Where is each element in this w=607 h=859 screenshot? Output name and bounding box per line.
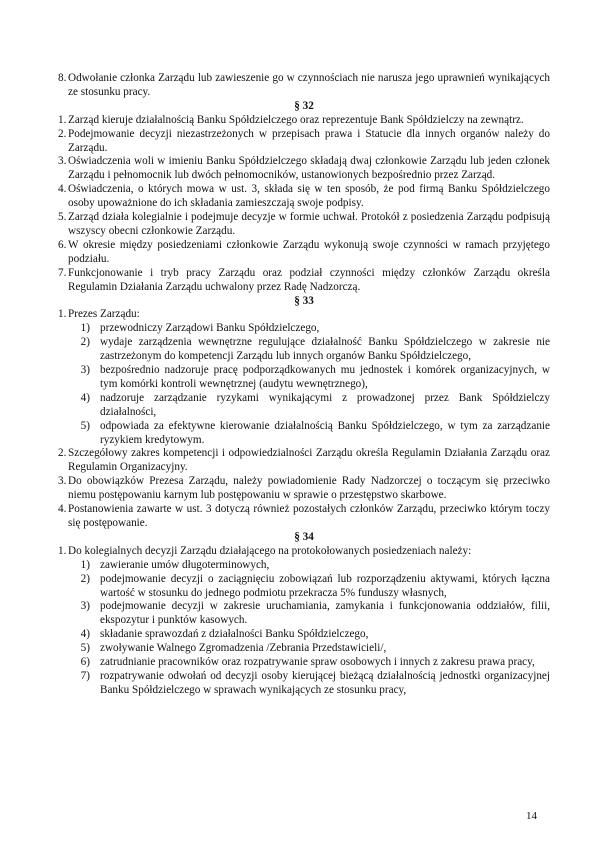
paragraph-number: 1. bbox=[58, 544, 67, 557]
sub-item-text: zatrudnianie pracowników oraz rozpatrywanie spraw osobowych i innych z zakresu prawa pracy, bbox=[100, 656, 535, 669]
paragraph-number: 2. bbox=[58, 127, 67, 140]
paragraph-number: 8. bbox=[58, 72, 67, 84]
numbered-paragraph bbox=[58, 155, 550, 183]
section-heading: § 34 bbox=[294, 530, 314, 543]
sub-item bbox=[68, 600, 550, 628]
paragraph-text: Odwołanie członka Zarządu lub zawieszenie go w czynnościach nie narusza jego uprawnień wynikających ze stosunku pracy. bbox=[68, 72, 550, 98]
sub-item-text: zwoływanie Walnego Zgromadzenia /Zebrania Przedstawicieli/, bbox=[100, 642, 387, 655]
paragraph-text: W okresie między posiedzeniami członkowie Zarządu wykonują swoje czynności w ramach przyjętego podziału. bbox=[68, 238, 550, 265]
paragraph-number: 6. bbox=[58, 238, 67, 251]
sub-item-number: 1) bbox=[80, 558, 90, 571]
paragraph-text: Postanowienia zawarte w ust. 3 dotyczą również pozostałych członków Zarządu, przeciwko którym toczy się postępowanie. bbox=[68, 503, 550, 529]
numbered-paragraph bbox=[58, 447, 550, 475]
sub-item-number: 3) bbox=[80, 364, 90, 377]
sub-item bbox=[68, 559, 550, 573]
numbered-paragraph bbox=[58, 128, 550, 156]
paragraph-text: Prezes Zarządu: bbox=[68, 308, 140, 321]
numbered-paragraph bbox=[58, 72, 550, 100]
numbered-paragraph bbox=[58, 114, 550, 128]
numbered-paragraph bbox=[58, 503, 550, 531]
numbered-paragraph bbox=[58, 475, 550, 503]
sub-item-text: zawieranie umów długoterminowych, bbox=[100, 558, 270, 571]
numbered-paragraph bbox=[58, 308, 550, 322]
sub-item-text: bezpośrednio nadzoruje pracę podporządkowanych mu jednostek i komórek organizacyjnych, w tym komórki kontroli wewnętrznej (audytu wewnętrznego), bbox=[100, 364, 550, 390]
sub-item-number: 4) bbox=[80, 628, 90, 641]
sub-item-text: podejmowanie decyzji w zakresie uruchamiania, zamykania i funkcjonowania oddziałów, filii, ekspozytur i punktów kasowych. bbox=[100, 600, 550, 627]
section-heading: § 33 bbox=[294, 294, 314, 307]
paragraph-number: 5. bbox=[58, 211, 67, 224]
sub-item-number: 2) bbox=[80, 572, 90, 585]
paragraph-text: Oświadczenia woli w imieniu Banku Spółdzielczego składają dwaj członkowie Zarządu lub jeden członek Zarządu i pełnomocnik lub dwóch pełnomocników, ustanowionych bezpośrednio przez Zarząd. bbox=[68, 155, 550, 182]
paragraph-text: Szczegółowy zakres kompetencji i odpowiedzialności Zarządu określa Regulamin Działania Zarządu oraz Regulamin Organizacyjny. bbox=[68, 447, 550, 474]
sub-item bbox=[68, 573, 550, 601]
sub-item-number: 2) bbox=[80, 336, 90, 349]
numbered-paragraph bbox=[58, 239, 550, 267]
sub-item-text: przewodniczy Zarządowi Banku Spółdzielczego, bbox=[100, 322, 320, 335]
sub-item-number: 4) bbox=[80, 391, 90, 404]
paragraph-text: Zarząd działa kolegialnie i podejmuje decyzje w formie uchwał. Protokół z posiedzenia Zarządu podpisują wszyscy obecni członkowie Zarządu. bbox=[68, 211, 550, 237]
paragraph-number: 1. bbox=[58, 113, 67, 126]
sub-item bbox=[68, 628, 550, 642]
sub-item-list bbox=[58, 322, 550, 447]
sub-item-text: wydaje zarządzenia wewnętrzne regulujące działalność Banku Spółdzielczego w zakresie nie zastrzeżonym do kompetencji Zarządu lub innych organów Banku Spółdzielczego, bbox=[100, 336, 550, 363]
sub-item bbox=[68, 364, 550, 392]
paragraph-text: Zarząd kieruje działalnością Banku Spółdzielczego oraz reprezentuje Bank Spółdzielczy na zewnątrz. bbox=[68, 113, 524, 126]
sub-item-list bbox=[58, 559, 550, 698]
paragraph-text: Do obowiązków Prezesa Zarządu, należy powiadomienie Rady Nadzorczej o toczącym się przeciwko niemu postępowaniu karnym lub postępowaniu w sprawie o przestępstwo skarbowe. bbox=[68, 475, 550, 502]
sub-item-text: nadzoruje zarządzanie ryzykami wynikającymi z prowadzonej przez Bank Spółdzielczy działalności, bbox=[100, 391, 550, 418]
sub-item-number: 5) bbox=[80, 642, 90, 655]
sub-item-number: 3) bbox=[80, 600, 90, 613]
paragraph-text: Do kolegialnych decyzji Zarządu działającego na protokołowanych posiedzeniach należy: bbox=[68, 544, 472, 557]
paragraph-number: 2. bbox=[58, 447, 67, 460]
paragraph-number: 4. bbox=[58, 183, 67, 196]
paragraph-number: 1. bbox=[58, 308, 67, 321]
sub-item bbox=[68, 336, 550, 364]
page-number: 14 bbox=[526, 810, 537, 822]
paragraph-number: 3. bbox=[58, 475, 67, 488]
sub-item-number: 5) bbox=[80, 419, 90, 432]
numbered-paragraph bbox=[58, 183, 550, 211]
sub-item bbox=[68, 392, 550, 420]
sub-item-number: 6) bbox=[80, 656, 90, 669]
sub-item-number: 1) bbox=[80, 322, 90, 335]
sub-item-text: składanie sprawozdań z działalności Banku Spółdzielczego, bbox=[100, 628, 369, 641]
paragraph-text: Podejmowanie decyzji niezastrzeżonych w przepisach prawa i Statucie dla innych organów należy do Zarządu. bbox=[68, 127, 550, 154]
paragraph-number: 4. bbox=[58, 503, 67, 516]
sub-item-text: podejmowanie decyzji o zaciągnięciu zobowiązań lub rozporządzeniu aktywami, których łączna wartość w stosunku do jednego podmiotu przekracza 5% funduszy własnych, bbox=[100, 572, 550, 599]
paragraph-text: Funkcjonowanie i tryb pracy Zarządu oraz podział czynności między członków Zarządu określa Regulamin Działania Zarządu uchwalony przez Radę Nadzorczą. bbox=[68, 266, 550, 293]
numbered-paragraph bbox=[58, 545, 550, 559]
section-heading: § 32 bbox=[294, 99, 314, 112]
paragraph-number: 7. bbox=[58, 266, 67, 279]
sub-item-text: rozpatrywanie odwołań od decyzji osoby kierującej bieżącą działalnością jednostki organizacyjnej Banku Spółdzielczego w sprawach wynikających ze stosunku pracy, bbox=[100, 669, 550, 696]
paragraph-number: 3. bbox=[58, 155, 67, 168]
sub-item bbox=[68, 656, 550, 670]
sub-item bbox=[68, 322, 550, 336]
sub-item-number: 7) bbox=[80, 669, 90, 682]
sub-item bbox=[68, 420, 550, 448]
statute-text bbox=[58, 72, 550, 698]
sub-item-text: odpowiada za efektywne kierowanie działalnością Banku Spółdzielczego, w tym za zarządzanie ryzykiem kredytowym. bbox=[100, 419, 550, 446]
sub-item bbox=[68, 670, 550, 698]
paragraph-text: Oświadczenia, o których mowa w ust. 3, składa się w ten sposób, że pod firmą Banku Spółdzielczego osoby upoważnione do ich składania zamieszczają swoje podpisy. bbox=[68, 183, 550, 210]
numbered-paragraph bbox=[58, 267, 550, 295]
numbered-paragraph bbox=[58, 211, 550, 239]
sub-item bbox=[68, 642, 550, 656]
